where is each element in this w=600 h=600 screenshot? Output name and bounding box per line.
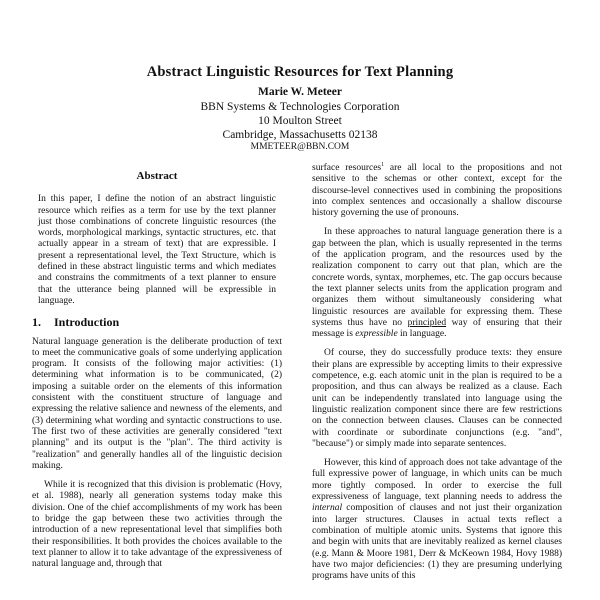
author-address-city: Cambridge, Massachusetts 02138: [222, 129, 378, 141]
author-affiliation: BBN Systems & Technologies Corporation: [200, 101, 400, 113]
introduction-heading: [32, 317, 282, 328]
section-title: Introduction: [54, 315, 120, 330]
right-paragraph-1: surface resources$^1$ are all local to the propositions and not sensitive to the schemas or other context, except for the discourse-level connectives used in combining the propositions into complex sentences and occasionally a shallow discourse history governing the use of pronouns.: [312, 161, 562, 219]
author-name: Marie W. Meteer: [258, 86, 342, 98]
right-paragraph-3: Of course, they do successfully produce texts: they ensure their plans are expressible by accepting limits to their expressive competence, e.g. each atomic unit in the plan is required to be a proposition, and thus can always be realized as a clause. Each unit can be independently translated into language using the linguistic realization component since there are few restrictions on the connection between clauses. Clauses can be connected with coordinate or subordinate conjunctions (e.g. "and", "because") or simply made into separate sentences.: [312, 348, 562, 449]
abstract-section: [32, 168, 282, 307]
right-paragraph-4: However, this kind of approach does not take advantage of the full expressive power of language, in which units can be much more tightly composed. In order to exercise the full expressiveness of language, text planning needs to address the internal composition of clauses and not just their organization into larger structures. Clauses in actual texts reflect a combination of multiple atomic units. Systems that ignore this and begin with units that are inevitably realized as kernel clauses (e.g. Mann & Moore 1981, Derr & McKeown 1984, Hovy 1988) have two major deficiencies: (1) they are presuming underlying programs have units of this: [312, 458, 562, 582]
intro-paragraph-2: While it is recognized that this division is problematic (Hovy, et al. 1988), nearly all generation systems today make this division. One of the chief accomplishments of my work has been to bridge the gap between these two activities through the introduction of a new representational level that simplifies both their responsibilities. It both provides the choices available to the text planner to allow it to take advantage of the expressiveness of natural language and, through that: [32, 480, 282, 570]
paper-title: Abstract Linguistic Resources for Text Planning: [146, 64, 454, 80]
abstract-heading: Abstract: [136, 170, 178, 182]
author-address-street: 10 Moulton Street: [258, 115, 342, 127]
right-column: [312, 163, 562, 590]
left-column: [32, 168, 282, 579]
intro-paragraph-1: Natural language generation is the deliberate production of text to meet the communicative goals of some underlying application program. It consists of the following major activities: (1) determining what information is to be communicated, (2) imposing a suitable order on the elements of this information consistent with the constituent structure of language and expressing the relative salience and newness of the elements, and (3) determining what wording and syntactic constructions to use. The first two of these activities are generally considered "text planning" and its output is the "plan". The third activity is "realization" and generally handles all of the linguistic decision making.: [32, 336, 282, 471]
footnote-marker: 1: [381, 161, 385, 168]
right-paragraph-2: In these approaches to natural language generation there is a gap between the plan, which is usually represented in the terms of the application program, and the resources used by the realization component to carry out that plan, which are the concrete words, syntax, morphemes, etc. The gap occurs because the text planner selects units from the application program and organizes them without simultaneously considering what linguistic resources are available for expressing them. These systems thus have no principled way of ensuring that their message is expressible in language.: [312, 227, 562, 340]
author-email: MMETEER@BBN.COM: [250, 142, 350, 152]
abstract-text: In this paper, I define the notion of an abstract linguistic resource which reifies as a term for use by the text planner just those combinations of concrete linguistic resources (the words, morphological markings, syntactic structures, etc. that actually appear in a stream of text) that are expressible. I present a representational level, the Text Structure, which is defined in these abstract linguistic terms and which mediates and constrains the commitments of a text planner to ensure that the utterance being planned will be expressible in language.: [38, 194, 276, 306]
section-number: 1.: [32, 315, 41, 330]
